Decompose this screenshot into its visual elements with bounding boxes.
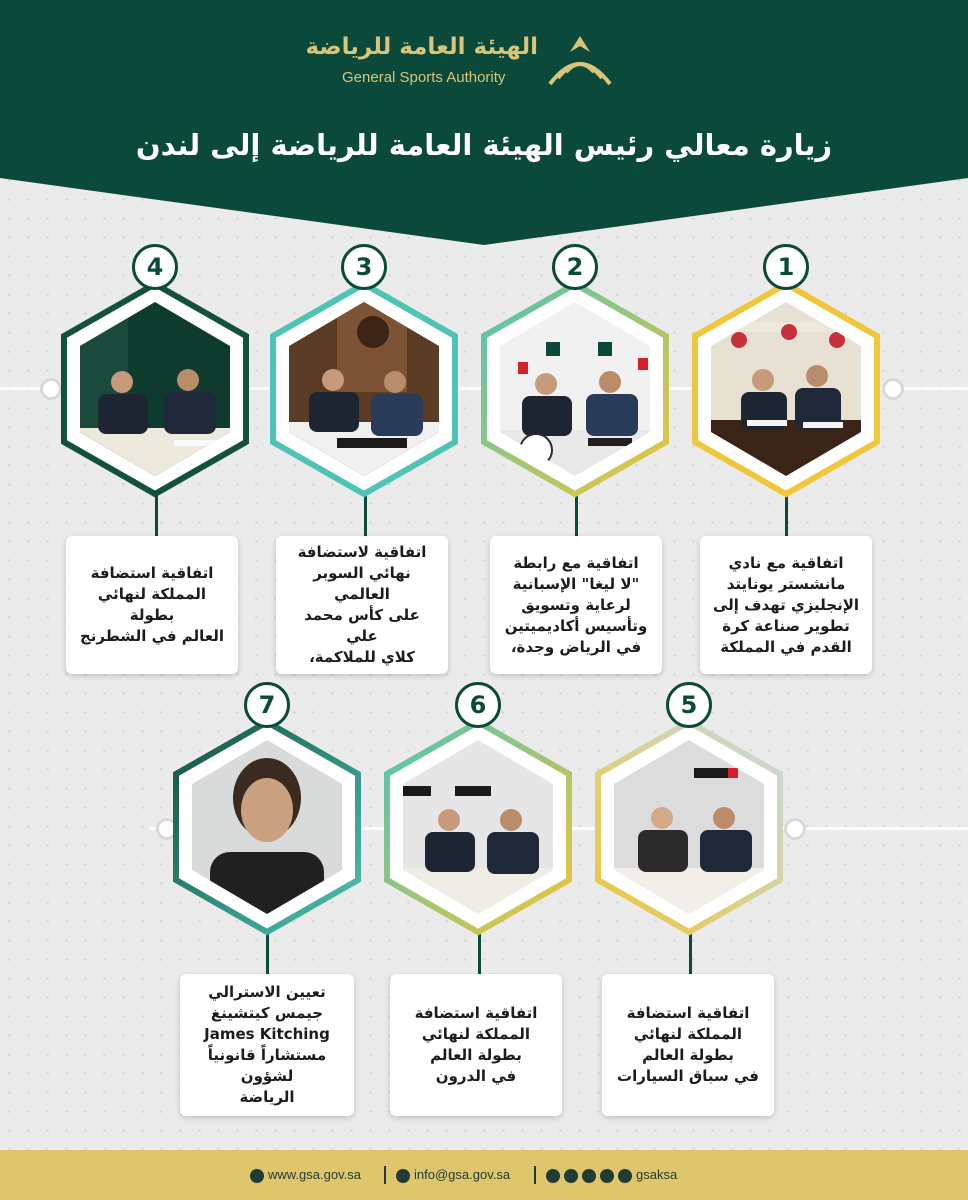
agreement-card-3: [259, 253, 469, 494]
youtube-icon: [546, 1169, 560, 1183]
agreement-card-1: [681, 253, 891, 494]
agreement-description-1: اتفاقية مع نادي مانشستر يونايتد الإنجليزي تهدف إلى تطوير صناعة كرة القدم في المملكة: [700, 536, 872, 674]
connector-stem: [155, 496, 158, 536]
step-number-badge: 6: [455, 682, 501, 728]
footer-divider: [384, 1166, 386, 1184]
portrait-photo-james-kitching: [180, 740, 354, 914]
agreement-card-5: [584, 691, 794, 932]
step-number-badge: 1: [763, 244, 809, 290]
brand-name-english: General Sports Authority: [342, 69, 506, 86]
appointment-description-7: تعيين الاسترالي جيمس كيتشينغ James Kitching مستشاراً قانونياً لشؤون الرياضة: [180, 974, 354, 1116]
twitter-icon: [600, 1169, 614, 1183]
appointment-card-7: [162, 691, 372, 932]
brand-logo: [305, 32, 630, 102]
agreement-card-6: [373, 691, 583, 932]
signing-photo-boxing: [277, 302, 451, 476]
agreement-description-5: اتفاقية استضافة المملكة لنهائي بطولة العالم في سباق السيارات: [602, 974, 774, 1116]
agreement-description-3: اتفاقية لاستضافة نهائي السوبر العالمي على كأس محمد علي كلاي للملاكمة،: [276, 536, 448, 674]
brand-name-arabic: الهيئة العامة للرياضة: [305, 34, 538, 60]
snapchat-icon: [618, 1169, 632, 1183]
signing-photo-laliga: [488, 302, 662, 476]
signing-photo-roc: [602, 740, 776, 914]
step-number-badge: 3: [341, 244, 387, 290]
step-number-badge: 2: [552, 244, 598, 290]
footer-bar: [0, 1150, 968, 1200]
instagram-icon: [582, 1169, 596, 1183]
signing-photo-chess: [68, 302, 242, 476]
gsa-emblem-icon: [544, 34, 616, 90]
page-title: زيارة معالي رئيس الهيئة العامة للرياضة إلى لندن: [135, 128, 833, 162]
agreement-description-2: اتفاقية مع رابطة "لا ليغا" الإسبانية لرعاية وتسويق وتأسيس أكاديميتين في الرياض وجدة،: [490, 536, 662, 674]
facebook-icon: [564, 1169, 578, 1183]
agreement-card-2: [470, 253, 680, 494]
signing-photo-drl: [391, 740, 565, 914]
footer-social[interactable]: [546, 1167, 677, 1183]
footer-website[interactable]: [250, 1167, 361, 1183]
agreement-description-6: اتفاقية استضافة المملكة لنهائي بطولة العالم في الدرون: [390, 974, 562, 1116]
connector-stem: [478, 934, 481, 974]
step-number-badge: 5: [666, 682, 712, 728]
connector-stem: [689, 934, 692, 974]
agreement-card-4: [50, 253, 260, 494]
mail-icon: [396, 1169, 410, 1183]
connector-stem: [266, 934, 269, 974]
step-number-badge: 7: [244, 682, 290, 728]
connector-stem: [785, 496, 788, 536]
footer-social-handle: gsaksa: [636, 1167, 678, 1182]
connector-stem: [364, 496, 367, 536]
footer-email-text: info@gsa.gov.sa: [414, 1167, 511, 1182]
step-number-badge: 4: [132, 244, 178, 290]
connector-stem: [575, 496, 578, 536]
footer-email[interactable]: [396, 1167, 510, 1183]
globe-icon: [250, 1169, 264, 1183]
signing-photo-manchester-united: [699, 302, 873, 476]
agreement-description-4: اتفاقية استضافة المملكة لنهائي بطولة العالم في الشطرنج: [66, 536, 238, 674]
footer-divider: [534, 1166, 536, 1184]
footer-website-text: www.gsa.gov.sa: [268, 1167, 361, 1182]
